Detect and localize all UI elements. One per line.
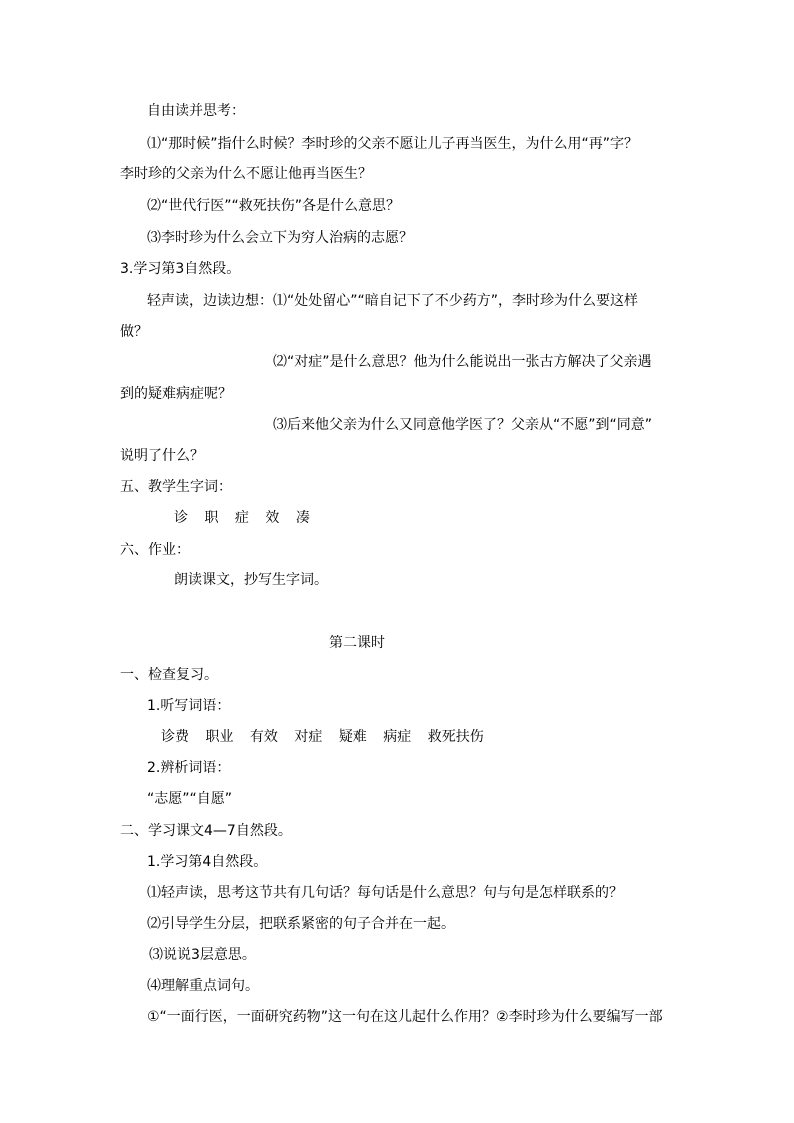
text-line: 到的疑难病症呢？ — [120, 386, 232, 402]
character-item: 效 — [265, 510, 280, 526]
text-line: 2.辨析词语： — [147, 760, 231, 776]
text-line: 轻声读，边读边想：⑴“处处留心”“暗自记下了不少药方”，李时珍为什么要这样 — [147, 293, 639, 309]
text-line: ⑶后来他父亲为什么又同意他学医了？父亲从“不愿”到“同意” — [273, 417, 653, 433]
character-item: 凑 — [295, 510, 310, 526]
text-line: 朗读课文，抄写生字词。 — [174, 572, 328, 588]
word-item: 病症 — [383, 729, 412, 745]
section-heading: 六、作业： — [120, 542, 190, 558]
text-line: 3.学习第3自然段。 — [120, 261, 241, 277]
text-line: ⑵“对症”是什么意思？他为什么能说出一张古方解决了父亲遇 — [273, 354, 652, 370]
text-line: ⑵“世代行医”“救死扶伤”各是什么意思？ — [147, 198, 401, 214]
text-line: ⑴轻声读，思考这节共有几句话？每句话是什么意思？句与句是怎样联系的？ — [147, 885, 623, 901]
word-item: 对症 — [294, 729, 323, 745]
text-line: 自由读并思考： — [147, 103, 245, 119]
text-line: 1.学习第4自然段。 — [147, 854, 268, 870]
text-line: 做？ — [120, 324, 148, 340]
section-heading: 五、教学生字词： — [120, 479, 232, 495]
text-line: “志愿”“自愿” — [147, 791, 233, 807]
text-line: ⑶李时珍为什么会立下为穷人治病的志愿？ — [147, 230, 413, 246]
text-line: ⑷理解重点词句。 — [147, 978, 259, 994]
section-heading: 二、学习课文4—7自然段。 — [120, 823, 292, 839]
text-line: 李时珍的父亲为什么不愿让他再当医生？ — [120, 166, 372, 182]
word-item: 职业 — [205, 729, 234, 745]
word-item: 救死扶伤 — [427, 729, 484, 745]
text-line: 1.听写词语： — [147, 698, 231, 714]
text-line: ⑵引导学生分层，把联系紧密的句子合并在一起。 — [147, 916, 455, 932]
text-line: 说明了什么？ — [120, 448, 204, 464]
character-item: 诊 — [174, 510, 188, 526]
character-item: 职 — [204, 510, 219, 526]
text-line: ⑴“那时候”指什么时候？李时珍的父亲不愿让儿子再当医生，为什么用“再”字？ — [147, 136, 639, 152]
word-item: 诊费 — [161, 729, 189, 745]
word-list — [161, 727, 484, 747]
text-line: ⑶说说3层意思。 — [149, 947, 256, 963]
lesson-title: 第二课时 — [329, 635, 385, 651]
character-list — [174, 508, 310, 528]
section-heading: 一、检查复习。 — [120, 667, 218, 683]
word-item: 有效 — [249, 729, 278, 745]
word-item: 疑难 — [338, 729, 367, 745]
character-item: 症 — [234, 510, 249, 526]
text-line: ①“一面行医，一面研究药物”这一句在这儿起什么作用？②李时珍为什么要编写一部 — [147, 1009, 663, 1025]
